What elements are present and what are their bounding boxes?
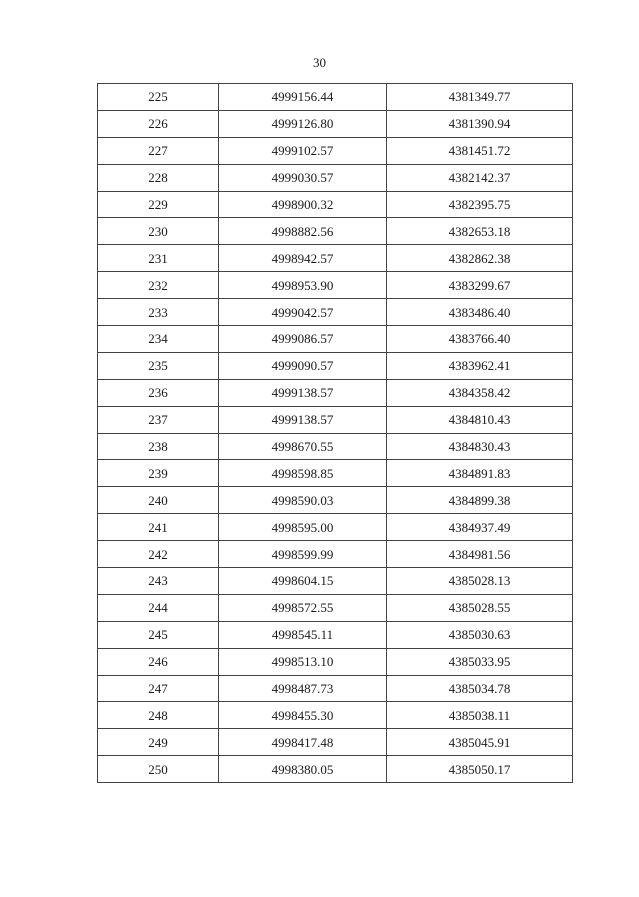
table-row <box>98 675 573 702</box>
x-coordinate-cell: 4998604.15 <box>219 568 387 595</box>
x-coordinate-cell: 4998455.30 <box>219 702 387 729</box>
point-number-cell: 244 <box>98 594 219 621</box>
point-number-cell: 249 <box>98 729 219 756</box>
point-number-cell: 229 <box>98 191 219 218</box>
table-row <box>98 756 573 783</box>
page-number: 30 <box>313 55 326 70</box>
table-row <box>98 621 573 648</box>
point-number-cell: 241 <box>98 514 219 541</box>
y-coordinate-cell: 4382142.37 <box>387 164 573 191</box>
x-coordinate-cell: 4998380.05 <box>219 756 387 783</box>
y-coordinate-cell: 4385030.63 <box>387 621 573 648</box>
point-number-cell: 232 <box>98 272 219 299</box>
table-row <box>98 594 573 621</box>
y-coordinate-cell: 4384358.42 <box>387 379 573 406</box>
table-row <box>98 379 573 406</box>
y-coordinate-cell: 4385045.91 <box>387 729 573 756</box>
x-coordinate-cell: 4998882.56 <box>219 218 387 245</box>
point-number-cell: 246 <box>98 648 219 675</box>
y-coordinate-cell: 4383766.40 <box>387 326 573 353</box>
x-coordinate-cell: 4999156.44 <box>219 84 387 111</box>
x-coordinate-cell: 4999086.57 <box>219 326 387 353</box>
y-coordinate-cell: 4385034.78 <box>387 675 573 702</box>
table-row <box>98 84 573 111</box>
y-coordinate-cell: 4384810.43 <box>387 406 573 433</box>
table-row <box>98 433 573 460</box>
y-coordinate-cell: 4384830.43 <box>387 433 573 460</box>
x-coordinate-cell: 4998572.55 <box>219 594 387 621</box>
point-number-cell: 236 <box>98 379 219 406</box>
x-coordinate-cell: 4999126.80 <box>219 110 387 137</box>
table-row <box>98 568 573 595</box>
y-coordinate-cell: 4382653.18 <box>387 218 573 245</box>
y-coordinate-cell: 4384981.56 <box>387 541 573 568</box>
y-coordinate-cell: 4382395.75 <box>387 191 573 218</box>
y-coordinate-cell: 4384937.49 <box>387 514 573 541</box>
x-coordinate-cell: 4999138.57 <box>219 406 387 433</box>
y-coordinate-cell: 4381349.77 <box>387 84 573 111</box>
y-coordinate-cell: 4381451.72 <box>387 137 573 164</box>
point-number-cell: 245 <box>98 621 219 648</box>
table-row <box>98 191 573 218</box>
x-coordinate-cell: 4998599.99 <box>219 541 387 568</box>
x-coordinate-cell: 4998900.32 <box>219 191 387 218</box>
table-row <box>98 702 573 729</box>
table-row <box>98 245 573 272</box>
x-coordinate-cell: 4998598.85 <box>219 460 387 487</box>
table-row <box>98 218 573 245</box>
point-number-cell: 227 <box>98 137 219 164</box>
y-coordinate-cell: 4385033.95 <box>387 648 573 675</box>
table-row <box>98 541 573 568</box>
table-row <box>98 272 573 299</box>
x-coordinate-cell: 4998942.57 <box>219 245 387 272</box>
y-coordinate-cell: 4385038.11 <box>387 702 573 729</box>
x-coordinate-cell: 4998590.03 <box>219 487 387 514</box>
y-coordinate-cell: 4383486.40 <box>387 299 573 326</box>
x-coordinate-cell: 4999138.57 <box>219 379 387 406</box>
point-number-cell: 248 <box>98 702 219 729</box>
x-coordinate-cell: 4998417.48 <box>219 729 387 756</box>
table-row <box>98 460 573 487</box>
point-number-cell: 237 <box>98 406 219 433</box>
point-number-cell: 231 <box>98 245 219 272</box>
point-number-cell: 225 <box>98 84 219 111</box>
table-row <box>98 406 573 433</box>
x-coordinate-cell: 4998670.55 <box>219 433 387 460</box>
table-row <box>98 729 573 756</box>
y-coordinate-cell: 4385050.17 <box>387 756 573 783</box>
point-number-cell: 247 <box>98 675 219 702</box>
table-row <box>98 137 573 164</box>
table-row <box>98 648 573 675</box>
y-coordinate-cell: 4384891.83 <box>387 460 573 487</box>
x-coordinate-cell: 4998953.90 <box>219 272 387 299</box>
table-row <box>98 164 573 191</box>
point-number-cell: 230 <box>98 218 219 245</box>
x-coordinate-cell: 4999030.57 <box>219 164 387 191</box>
point-number-cell: 239 <box>98 460 219 487</box>
point-number-cell: 242 <box>98 541 219 568</box>
coordinate-table-body <box>98 84 573 783</box>
table-row <box>98 110 573 137</box>
x-coordinate-cell: 4998487.73 <box>219 675 387 702</box>
point-number-cell: 226 <box>98 110 219 137</box>
y-coordinate-cell: 4383299.67 <box>387 272 573 299</box>
point-number-cell: 240 <box>98 487 219 514</box>
y-coordinate-cell: 4382862.38 <box>387 245 573 272</box>
point-number-cell: 238 <box>98 433 219 460</box>
coordinate-table <box>97 83 573 783</box>
y-coordinate-cell: 4384899.38 <box>387 487 573 514</box>
y-coordinate-cell: 4383962.41 <box>387 352 573 379</box>
x-coordinate-cell: 4999102.57 <box>219 137 387 164</box>
x-coordinate-cell: 4999090.57 <box>219 352 387 379</box>
point-number-cell: 235 <box>98 352 219 379</box>
point-number-cell: 243 <box>98 568 219 595</box>
table-row <box>98 299 573 326</box>
table-row <box>98 514 573 541</box>
point-number-cell: 233 <box>98 299 219 326</box>
point-number-cell: 228 <box>98 164 219 191</box>
x-coordinate-cell: 4998545.11 <box>219 621 387 648</box>
y-coordinate-cell: 4385028.13 <box>387 568 573 595</box>
table-row <box>98 326 573 353</box>
y-coordinate-cell: 4381390.94 <box>387 110 573 137</box>
y-coordinate-cell: 4385028.55 <box>387 594 573 621</box>
table-row <box>98 487 573 514</box>
x-coordinate-cell: 4998513.10 <box>219 648 387 675</box>
table-row <box>98 352 573 379</box>
x-coordinate-cell: 4998595.00 <box>219 514 387 541</box>
point-number-cell: 250 <box>98 756 219 783</box>
x-coordinate-cell: 4999042.57 <box>219 299 387 326</box>
point-number-cell: 234 <box>98 326 219 353</box>
